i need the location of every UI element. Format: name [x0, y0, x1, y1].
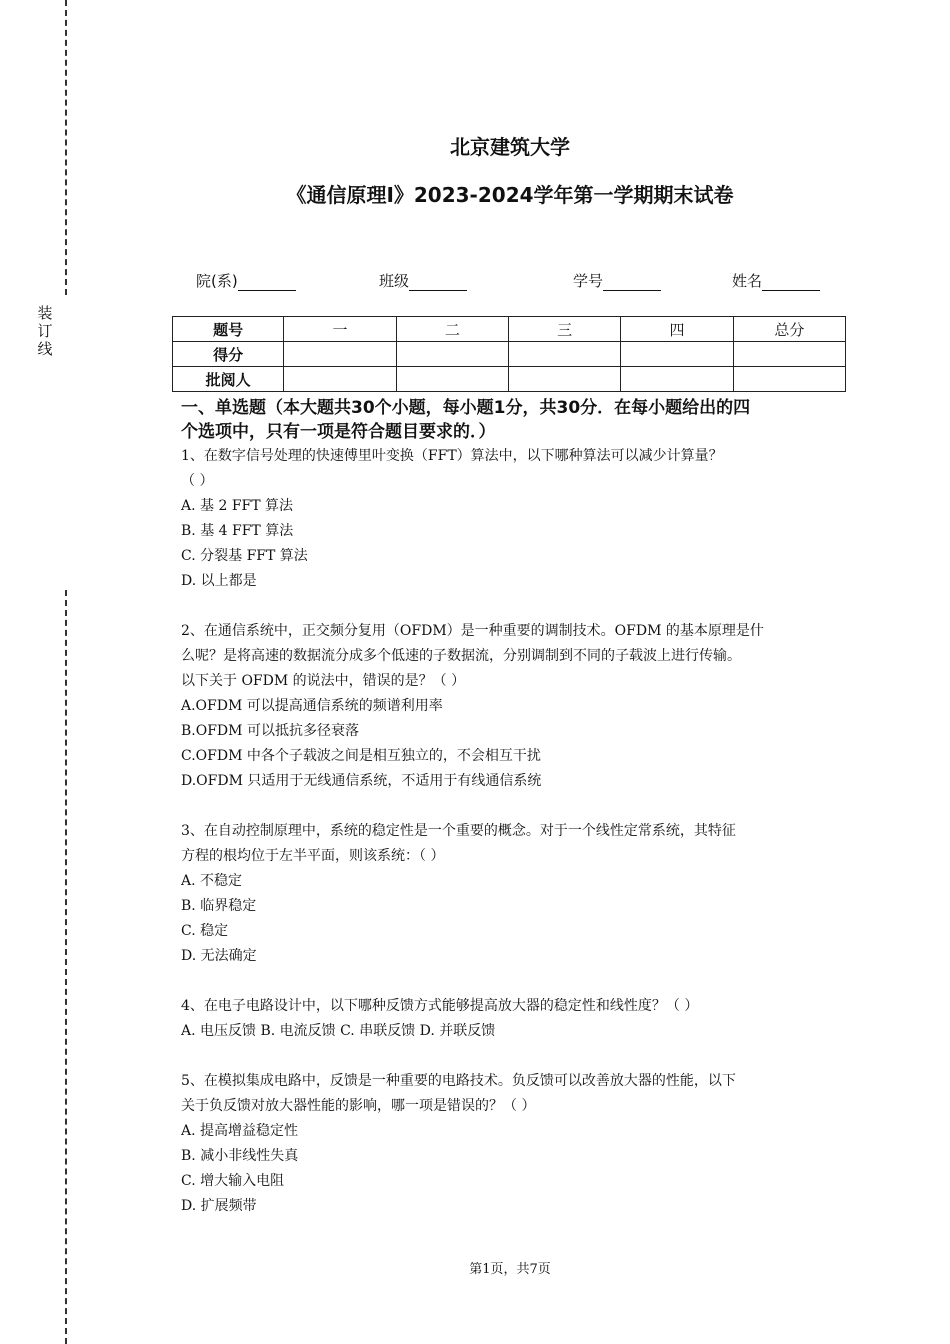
option: D. 以上都是 — [181, 573, 257, 589]
row-header-question-no: 题号 — [173, 317, 284, 342]
column-header: 四 — [621, 317, 733, 342]
option: B. 基 4 FFT 算法 — [181, 523, 294, 539]
question-3 — [181, 819, 841, 969]
question-text: （ ） — [181, 473, 214, 489]
page-footer: 第1页，共7页 — [469, 1262, 551, 1277]
option: A. 基 2 FFT 算法 — [181, 498, 294, 514]
score-cell[interactable] — [396, 342, 508, 367]
exam-title: 《通信原理Ⅰ》2023-2024学年第一学期期末试卷 — [286, 183, 734, 207]
option: B. 临界稳定 — [181, 898, 257, 914]
option: A. 电压反馈 B. 电流反馈 C. 串联反馈 D. 并联反馈 — [181, 1023, 496, 1039]
column-header: 二 — [396, 317, 508, 342]
option: D. 扩展频带 — [181, 1198, 257, 1214]
question-text: 么呢？是将高速的数据流分成多个低速的子数据流，分别调制到不同的子载波上进行传输。 — [181, 648, 741, 664]
option: A. 提高增益稳定性 — [181, 1123, 299, 1139]
exam-content — [181, 396, 841, 1219]
question-text: 3、在自动控制原理中，系统的稳定性是一个重要的概念。对于一个线性定常系统，其特征 — [181, 823, 736, 839]
grader-cell[interactable] — [396, 367, 508, 392]
column-header: 一 — [284, 317, 396, 342]
name-label: 姓名 — [732, 272, 763, 290]
grader-cell[interactable] — [621, 367, 733, 392]
question-2 — [181, 619, 841, 794]
university-title: 北京建筑大学 — [450, 135, 570, 159]
question-text: 以下关于 OFDM 的说法中，错误的是？（ ） — [181, 673, 466, 689]
column-header: 三 — [508, 317, 620, 342]
binding-line-bottom — [65, 590, 67, 1344]
option: A. 不稳定 — [181, 873, 243, 889]
column-header-total: 总分 — [733, 317, 845, 342]
score-cell[interactable] — [733, 342, 845, 367]
student-id-label: 学号 — [573, 272, 604, 290]
score-table-score-row — [173, 342, 846, 367]
question-text: 4、在电子电路设计中，以下哪种反馈方式能够提高放大器的稳定性和线性度？（ ） — [181, 998, 699, 1014]
question-text: 1、在数字信号处理的快速傅里叶变换（FFT）算法中，以下哪种算法可以减少计算量？ — [181, 448, 723, 464]
college-field[interactable] — [196, 270, 296, 291]
class-field[interactable] — [379, 270, 467, 291]
section-title-line2: 个选项中，只有一项是符合题目要求的．） — [181, 422, 496, 442]
question-text: 关于负反馈对放大器性能的影响，哪一项是错误的？（ ） — [181, 1098, 536, 1114]
score-table-header-row — [173, 317, 846, 342]
grader-cell[interactable] — [508, 367, 620, 392]
question-1 — [181, 444, 841, 594]
row-header-score: 得分 — [173, 342, 284, 367]
question-text: 2、在通信系统中，正交频分复用（OFDM）是一种重要的调制技术。OFDM 的基本原理是什 — [181, 623, 764, 639]
grader-cell[interactable] — [733, 367, 845, 392]
question-5 — [181, 1069, 841, 1219]
score-cell[interactable] — [508, 342, 620, 367]
name-field[interactable] — [732, 270, 820, 291]
option: B.OFDM 可以抵抗多径衰落 — [181, 723, 359, 739]
question-text: 方程的根均位于左半平面，则该系统：（ ） — [181, 848, 445, 864]
option: A.OFDM 可以提高通信系统的频谱利用率 — [181, 698, 443, 714]
option: C. 稳定 — [181, 923, 229, 939]
score-cell[interactable] — [284, 342, 396, 367]
option: D. 无法确定 — [181, 948, 257, 964]
college-label: 院(系) — [196, 272, 238, 290]
class-label: 班级 — [379, 272, 410, 290]
option: D.OFDM 只适用于无线通信系统，不适用于有线通信系统 — [181, 773, 542, 789]
binding-label: 装订线 — [37, 304, 53, 358]
section-title-line1: 一、单选题（本大题共30个小题，每小题1分，共30分．在每小题给出的四 — [181, 398, 751, 418]
score-table — [172, 316, 846, 392]
score-cell[interactable] — [621, 342, 733, 367]
row-header-grader: 批阅人 — [173, 367, 284, 392]
student-id-field[interactable] — [573, 270, 661, 291]
question-4 — [181, 994, 841, 1044]
grader-cell[interactable] — [284, 367, 396, 392]
option: C. 分裂基 FFT 算法 — [181, 548, 308, 564]
option: B. 减小非线性失真 — [181, 1148, 299, 1164]
question-text: 5、在模拟集成电路中，反馈是一种重要的电路技术。负反馈可以改善放大器的性能，以下 — [181, 1073, 736, 1089]
option: C. 增大输入电阻 — [181, 1173, 285, 1189]
score-table-grader-row — [173, 367, 846, 392]
option: C.OFDM 中各个子载波之间是相互独立的，不会相互干扰 — [181, 748, 541, 764]
